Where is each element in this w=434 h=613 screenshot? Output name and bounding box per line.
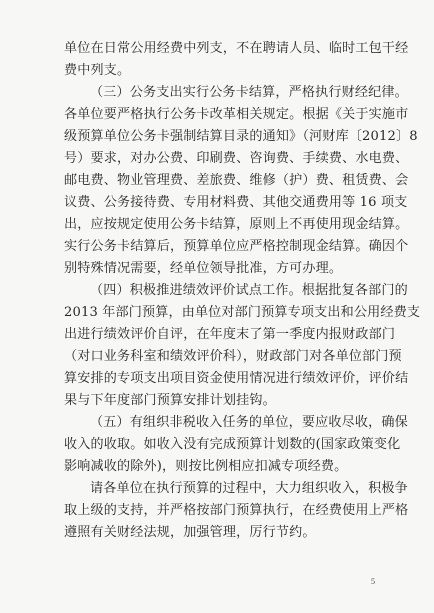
text-line: 议费、公务接待费、专用材料费、其他交通费用等 16 项支 (64, 195, 408, 210)
text-line: 取上级的支持，并严格按部门预算执行，在经费使用上严格 (64, 503, 409, 518)
closing-paragraph-line: 请各单位在执行预算的过程中，大力组织收入，积极争 (90, 481, 408, 496)
section-5-heading-line: （五）有组织非税收入任务的单位，要应收尽收，确保 (90, 415, 408, 430)
text-line: 邮电费、物业管理费、差旅费、维修（护）费、租赁费、会 (64, 173, 409, 188)
text-line: 果与下年度部门预算安排计划挂钩。 (64, 393, 276, 408)
text-line: 费中列支。 (64, 63, 131, 78)
text-line: 算安排的专项支出项目资金使用情况进行绩效评价，评价结 (64, 371, 409, 386)
document-body (64, 38, 421, 544)
text-line: 别特殊情况需要，经单位领导批准，方可办理。 (64, 261, 343, 276)
text-line: 遵照有关财经法规，加强管理，厉行节约。 (64, 525, 316, 540)
text-line: （对口业务科室和绩效评价科），财政部门对各单位部门预 (64, 349, 402, 364)
text-line: 单位在日常公用经费中列支，不在聘请人员、临时工包干经 (64, 41, 409, 56)
text-line: 实行公务卡结算后，预算单位应严格控制现金结算。确因个 (64, 239, 409, 254)
text-line: 出进行绩效评价自评，在年度末了第一季度内报财政部门 (64, 327, 396, 342)
text-line: 影响减收的除外)，则按比例相应扣减专项经费。 (64, 459, 348, 474)
section-3-heading-line: （三）公务支出实行公务卡结算，严格执行财经纪律。 (90, 85, 408, 100)
page-number: 5 (371, 577, 375, 586)
text-line: 2013 年部门预算，由单位对部门预算专项支出和公用经费支 (64, 305, 421, 320)
text-line: 级预算单位公务卡强制结算目录的通知》（河财库〔2012〕8 (64, 129, 418, 144)
text-line: 收入的收取。如收入没有完成预算计划数的(国家政策变化 (64, 437, 401, 452)
section-4-heading-line: （四）积极推进绩效评价试点工作。根据批复各部门的 (90, 283, 408, 298)
text-line: 出，应按规定使用公务卡结算，原则上不再使用现金结算。 (64, 217, 409, 232)
text-line: 各单位要严格执行公务卡改革相关规定。根据《关于实施市 (64, 107, 409, 122)
text-line: 号）要求，对办公费、印刷费、咨询费、手续费、水电费、 (64, 151, 409, 166)
